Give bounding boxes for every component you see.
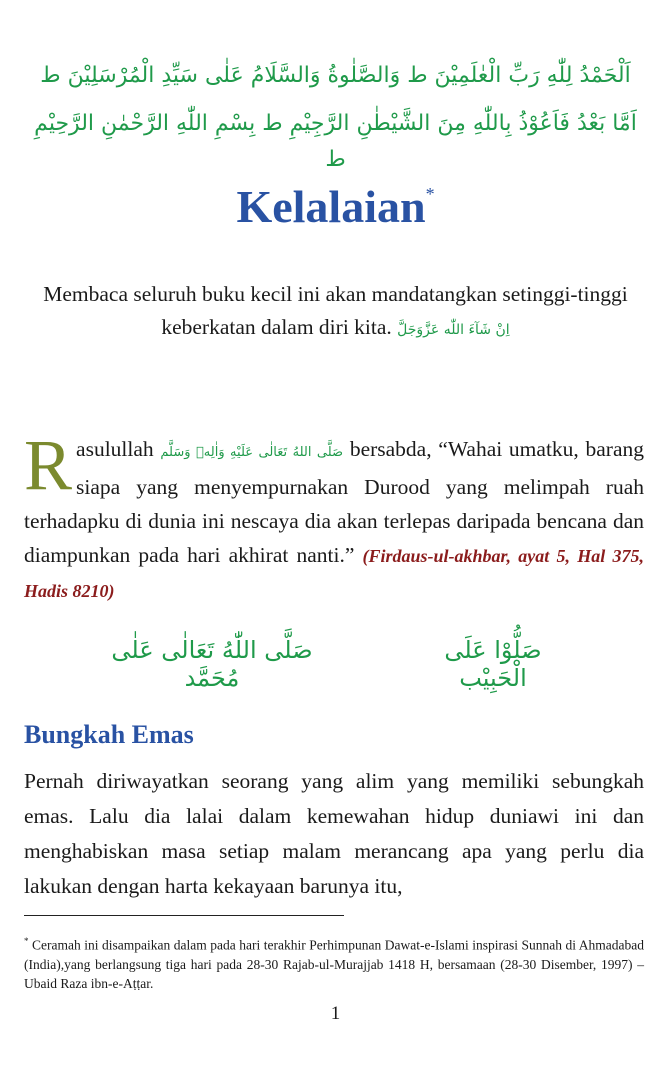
page-number: 1 xyxy=(330,1003,341,1024)
page-title xyxy=(0,180,671,233)
intro-text: Membaca seluruh buku kecil ini akan mandatangkan setinggi-tinggi keberkatan dalam diri kita. xyxy=(43,282,628,339)
footnote-divider xyxy=(24,915,344,916)
hadith-text: bersabda, “Wahai umatku, barang siapa yang menyempurnakan Durood yang melimpah ruah terhadapku di dunia ini nescaya dia akan terlepas daripada bencana dan diampunkan pada hari akhirat nanti.” xyxy=(24,437,645,567)
section-heading: Bungkah Emas xyxy=(24,720,194,749)
footnote xyxy=(24,932,644,993)
title-text: Kelalaian xyxy=(236,181,426,232)
bismillah-line-2: اَمَّا بَعْدُ فَاَعُوْذُ بِاللّٰهِ مِنَ الشَّيْطٰنِ الرَّجِيْمِ ط بِسْمِ اللّٰهِ الرَّحْمٰنِ الرَّحِيْمِ ط xyxy=(34,111,637,172)
hadith-first-word: asulullah xyxy=(76,437,154,461)
hadith-paragraph xyxy=(24,425,645,608)
intro-arabic: اِنْ شَآءَ اللّٰه عَزَّوَجَلَّ xyxy=(397,322,510,338)
salutation-arabic: صَلَّى اللهُ تَعَالٰى عَلَيْهِ وَاٰلِهٖ وَسَلَّم xyxy=(160,445,344,460)
section-paragraph: Pernah diriwayatkan seorang yang alim yang memiliki sebungkah emas. Lalu dia lalai dalam kemewahan hidup duniawi ini dan menghabiskan masa setiap malam merancang apa yang perlu dia lakukan dengan harta kekayaan barunya itu, xyxy=(24,769,644,898)
bismillah-line-1: اَلْحَمْدُ لِلّٰهِ رَبِّ الْعٰلَمِيْنَ ط وَالصَّلٰوةُ وَالسَّلَامُ عَلٰى سَيِّدِ الْمُرْسَلِيْنَ ط xyxy=(40,63,631,88)
title-footnote-mark: * xyxy=(425,184,435,204)
footnote-mark: * xyxy=(24,936,29,946)
footnote-text: Ceramah ini disampaikan dalam pada hari terakhir Perhimpunan Dawat-e-Islami inspirasi Sunnah di Ahmadabad (India),yang berlangsung tiga hari pada 28-30 Rajab-ul-Murajjab 1418 H, bersamaan (28-30 Disember, 1997) – Ubaid Raza ibn-e-Aṭṭar. xyxy=(24,937,644,991)
intro-paragraph xyxy=(24,278,647,347)
durood-right: صَلُّوْا عَلَى الْحَبِيْب xyxy=(444,636,542,692)
durood-left: صَلَّى اللّٰهُ تَعَالٰى عَلٰى مُحَمَّد xyxy=(111,636,313,692)
drop-cap: R xyxy=(24,425,73,505)
hadith-reference: (Firdaus-ul-akhbar, ayat 5, Hal 375, Hadis 8210) xyxy=(24,546,644,601)
